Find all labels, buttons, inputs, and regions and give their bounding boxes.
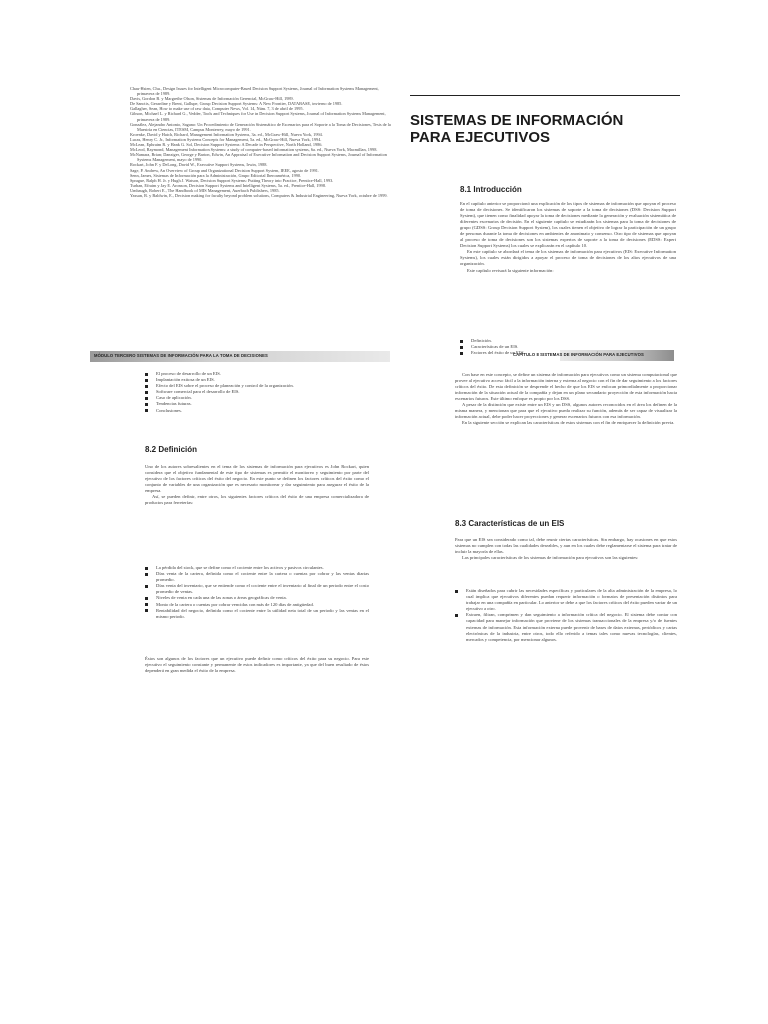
- list-item: El proceso de desarrollo de un EIS.: [145, 371, 365, 377]
- reference-item: Turban, Efraim y Jay E. Aronson, Decision Support Systems and Intelligent Systems, 5a. ed., Prentice-Hall, 1998.: [130, 182, 327, 188]
- running-head-left: MÓDULO TERCERO SISTEMAS DE INFORMACIÓN PARA LA TOMA DE DECISIONES: [94, 353, 268, 358]
- list-item: Características de un EIS.: [460, 344, 676, 350]
- reference-item: McLean, Ephraim R. y Hank G. Sol, Decision Support Systems: A Decade in Perspective, North Holland, 1986.: [130, 142, 323, 148]
- reference-item: Umbaugh, Robert E., The Handbook of MIS Management, Auerbach Publishers, 1985.: [130, 187, 280, 193]
- definition-closing-text: [145, 656, 369, 674]
- paragraph: Así, se pueden definir, entre otros, los siguientes factores críticos del éxito de una empresa comercializadora de productos para ferreterías:: [145, 494, 369, 506]
- reference-item: McLeod, Raymond, Management Information Systems: a study of computer-based information systems, 6a. ed., Nueva York, Macmillan, 1998.: [130, 147, 378, 153]
- paragraph: Las principales características de los sistemas de información para ejecutivos son las siguientes:: [462, 555, 639, 561]
- section-heading-8-1: 8.1 Introducción: [460, 185, 522, 194]
- paragraph: Este capítulo revisará la siguiente información:: [467, 267, 554, 273]
- definition-text: [145, 464, 369, 506]
- success-factors-list: [145, 565, 369, 620]
- list-item: Caso de aplicación.: [145, 395, 365, 401]
- definition-continued-text: [455, 372, 677, 426]
- reference-item: Yassan, R. y Baldwin, E., Decision making for faculty beyond problem solutions, Computers & Industrial Engineering, Nueva York, octubre de 1999.: [130, 192, 388, 198]
- chapter-rule: [410, 95, 680, 96]
- list-item: Niveles de venta en cada una de las zonas o áreas geográficas de venta.: [145, 595, 369, 601]
- list-item: Días venta del inventario, que se entiende como el cociente entre el inventario al final de un periodo entre el costo promedio de ventas.: [145, 583, 369, 595]
- list-item: Factores del éxito de un EIS.: [460, 350, 676, 356]
- chapter-outline-list: [145, 371, 365, 414]
- reference-item: Gallagher, Sean, How to make use of raw data, Computer News, Vol. 14, Núm. 7, 3 de abril de 1995.: [130, 106, 304, 112]
- list-item: Días venta de la cartera, definida como el cociente entre la cartera o cuentas por cobrar y las ventas diarias promedio.: [145, 571, 369, 583]
- reference-item: McNamara, Brian; Danziger, George y Barton, Edwin, An Appraisal of Executive Information and Decision Support Systems, Journal of Information Systems Management, mayo de 1990.: [130, 152, 387, 163]
- reference-item: De Sanctis, Gerardine y Brent, Gallupe, Group Decision Support Systems: A New Frontier, DATABASE, invierno de 1985.: [130, 101, 343, 107]
- reference-item: Kroenke, David y Hatch, Richard, Management Information Systems, 3a. ed., McGraw-Hill, Nueva York, 1994.: [130, 131, 323, 137]
- reference-item: Chau-Hsien, Chu., Design Issues for Intelligent Microcomputer-Based Decision Support Systems, Journal of Information Systems Management, primavera de 1989.: [130, 86, 379, 97]
- reference-item: Sage, P. Andrew, An Overview of Group and Organizational Decision Support System, IEEE, agosto de 1991.: [130, 167, 320, 173]
- reference-item: Senn, James, Sistemas de Información para la Administración, Grupo Editorial Iberoamérica, 1990.: [130, 172, 302, 178]
- list-item: La pérdida del stock, que se define como el cociente entre los activos y pasivos circulantes.: [145, 565, 369, 571]
- chapter-title-line: SISTEMAS DE INFORMACIÓN: [410, 112, 624, 129]
- paragraph: Para que un EIS sea considerado como tal, debe reunir ciertas características. Sin embargo, hay ocasiones en que estos sistemas no cumplen con todas las cualidades deseables, y aun en los cuales debe reglamentarse el sistema para tratar de incluir la mayoría de ellas.: [455, 537, 677, 555]
- reference-item: González, Alejandro Antonio, Sagano: Un Procedimiento de Generación Sistemático de Escenarios para el Soporte a la Toma de Decisiones, Tesis de la Maestría en Ciencias, ITESM, Campus Monterrey, mayo de 1991.: [130, 121, 391, 132]
- paragraph: En el capítulo anterior se proporcionó una explicación de los tipos de sistemas de información que apoyan el proceso de toma de decisiones. Se identificaron los sistemas de soporte a la toma de decisiones (DSS: Decision Support System), que tienen como finalidad apoyar la toma de decisiones mediante la generación y evaluación sistemática de diferentes escenarios de decisión. En el siguiente capítulo se estudiarán los sistemas para la toma de decisiones de grupo (GDSS: Group Decision Support System), los cuales tienen el objetivo de lograr la participación de un grupo de personas durante la toma de decisiones en ambientes de anonimato y consenso. Otro tipo de sistemas que apoyan al proceso de toma de decisiones son los sistemas expertos de soporte a la toma de decisiones (EDSS: Expert Decision Support Systems) los cuales se explicarán en el capítulo 10.: [460, 201, 676, 249]
- reference-item: Lucas, Henry C. Jr., Information Systems Concepts for Management, 5a. ed., McGraw-Hill, Nueva York, 1994.: [130, 136, 322, 142]
- paragraph: En la siguiente sección se explican las características de estos sistemas con el fin de enriquecer la definición previa.: [462, 420, 675, 426]
- intro-text: [460, 201, 676, 274]
- list-item: Están diseñados para cubrir las necesidades específicas y particulares de la alta administración de la empresa, lo cual implica que ejecutivos diferentes puedan requerir información o formatos de presentación distintos para trabajar en una compañía en particular. Lo anterior se debe a que los factores críticos del éxito pueden variar de un ejecutivo a otro.: [455, 588, 677, 612]
- chapter-title: [410, 112, 680, 146]
- list-item: Rentabilidad del negocio, definida como el cociente entre la utilidad neta total de un periodo y las ventas en el mismo periodo.: [145, 608, 369, 620]
- references-list: [130, 86, 392, 198]
- characteristics-text: [455, 537, 677, 561]
- paragraph: Con base en este concepto, se define un sistema de información para ejecutivos como un sistema computacional que provee al ejecutivo acceso fácil a la información interna y externa al negocio con el fin de dar seguimiento a los factores críticos del éxito. De esta definición se desprende el hecho de que los EIS se enfocan primordialmente a proporcionar información de la situación actual de la compañía y dejan en un plano secundario proyección de esta información hacia escenarios futuros. Este último enfoque es propio por los DSS.: [455, 372, 677, 402]
- reference-item: Sprague, Ralph H. Jr. y Hugh J. Watson, Decision Support Systems: Putting Theory into Practice, Prentice-Hall, 1993.: [130, 177, 334, 183]
- section-heading-8-3: 8.3 Características de un EIS: [455, 519, 565, 528]
- reference-item: Davis, Gordon B. y Margrethe Olson, Sistemas de Información Gerencial, McGraw-Hill, 1989.: [130, 96, 294, 102]
- reference-item: Gibson, Michael L. y Richard G., Vedder, Tools and Techniques for Use in Decision Support Systems, Journal of Information Systems Management, primavera de 1989.: [130, 111, 386, 122]
- running-head-right: CAPÍTULO 8 SISTEMAS DE INFORMACIÓN PARA EJECUTIVOS: [513, 352, 644, 357]
- reference-item: Rockart, John F. y DeLong, David W., Executive Support Systems, Irwin, 1988.: [130, 162, 268, 168]
- list-item: Extraen, filtran, comprimen y dan seguimiento a información crítica del negocio. El sistema debe contar con capacidad para manejar información que proviene de los sistemas transaccionales de la empresa y/o de fuentes externas de información. Esta información externa puede provenir de bases de datos externas, periódicos y cartas electrónicas de la industria, entre otros, todo ello referido a temas tales como nuevas tecnologías, clientes, mercados y competencia, por mencionar algunos.: [455, 612, 677, 642]
- list-item: Definición.: [460, 338, 676, 344]
- section-heading-8-2: 8.2 Definición: [145, 445, 198, 454]
- list-item: Implantación exitosa de un EIS.: [145, 377, 365, 383]
- paragraph: A pesar de la distinción que existe entre un EIS y un DSS, algunos autores reconocidos en el área los definen de la misma manera, y mencionan que para que el ejecutivo pueda realizar su función, además de ser capaz de visualizar la información actual, debe poder hacer proyecciones y generar escenarios futuros con esa información.: [455, 402, 677, 420]
- characteristics-list: [455, 588, 677, 643]
- list-item: Software comercial para el desarrollo de EIS.: [145, 389, 365, 395]
- paragraph: En este capítulo se abordará el tema de los sistemas de información para ejecutivos (EIS: Executive Information Systems), los cuales están dirigidos a apoyar el proceso de toma de decisiones de los altos ejecutivos de una organización.: [460, 249, 676, 267]
- list-item: Tendencias futuras.: [145, 401, 365, 407]
- paragraph: Éstos son algunos de los factores que un ejecutivo puede definir como críticos del éxito para su negocio. Para este ejecutivo el seguimiento constante y permanente de estos indicadores es importante, ya que del buen resultado de éstos dependerá en gran medida el éxito de la empresa.: [145, 656, 369, 674]
- list-item: Efecto del EIS sobre el proceso de planeación y control de la organización.: [145, 383, 365, 389]
- paragraph: Uno de los autores sobresalientes en el tema de los sistemas de información para ejecutivos es John Rockart, quien considera que el objetivo fundamental de este tipo de sistemas es permitir el monitoreo y seguimiento por parte del ejecutivo de los factores críticos del éxito del negocio. En este punto se definen los factores críticos del éxito como el conjunto de variables de una organización que es necesario monitorear y dar seguimiento para asegurar el éxito de la empresa.: [145, 464, 369, 494]
- list-item: Conclusiones.: [145, 408, 365, 414]
- chapter-title-line: PARA EJECUTIVOS: [410, 129, 551, 146]
- list-item: Monto de la cartera o cuentas por cobrar vencidas con más de 120 días de antigüedad.: [145, 602, 369, 608]
